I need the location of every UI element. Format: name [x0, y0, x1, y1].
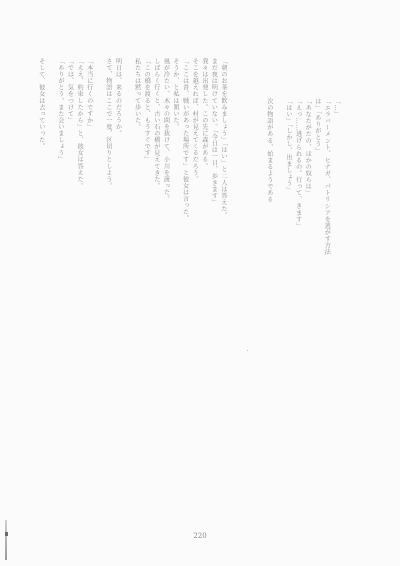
left-column-line — [46, 58, 56, 478]
left-column-line: 私たちは黙って歩いた。 — [133, 58, 141, 131]
right-column-line: 「…」 — [333, 98, 340, 118]
left-column-line: そうか、と私は頷いた。 — [172, 58, 180, 131]
left-column-line: さて、物語はここで一度、区切りとしよう。 — [104, 58, 112, 189]
right-column-line: は」「ありがとう」 — [313, 98, 321, 154]
page-number: 220 — [193, 532, 207, 540]
left-column-line — [122, 58, 132, 478]
right-column-line: 「はい」「しかし、出ましょう」 — [285, 98, 293, 194]
left-column-line: 「この橋を渡ると、もうすぐです」 — [143, 58, 151, 163]
right-column-line: 「エラバーメント、ヒナガ、パトリシアを逃がす方法 — [323, 98, 331, 256]
left-column-line — [94, 58, 104, 478]
left-column-line: 風が冷たい。木々の間を抜けて、小川を渡った。 — [162, 58, 170, 203]
left-column-line: 我々は出発した。この先に森がある。 — [200, 58, 208, 170]
left-column-line: しばらく行くと、古い石の橋が見えてきた。 — [152, 58, 160, 189]
right-column-line — [274, 98, 284, 438]
right-column-line: 「えっ……逃げられるの。行って、きます」 — [294, 98, 302, 229]
left-column-line: 「本当に行くのですか」 — [85, 58, 93, 131]
left-column-line: そこを越えれば、村が見えてくるだろう。 — [191, 58, 199, 183]
binding-edge-mark — [5, 520, 7, 560]
left-column-line: 「ええ、約束したから」と、彼女は答えた。 — [76, 58, 84, 189]
left-column-line: まだ夜は明けていない。「今日は一日、歩きます」 — [210, 58, 218, 206]
right-column-line: 「あなたがたの、ほかの奴らは」 — [304, 98, 312, 197]
page-speck — [247, 350, 248, 351]
left-column-line: 「ありがとう。また会いましょう」 — [56, 58, 64, 163]
left-column-line: 明日は、来るのだろうか。 — [114, 58, 122, 137]
left-text-column — [36, 58, 228, 478]
right-text-column — [264, 98, 341, 438]
left-column-line: 「では、気をつけて」 — [66, 58, 74, 124]
left-column-line: 「朝のお茶を飲みましょう」「はい」と二人は答えた。 — [220, 58, 227, 219]
left-column-line: 「ここは昔、戦いがあった場所です」と彼女は言った。 — [181, 58, 189, 222]
right-column-line: 次の物語がある、始まるようである — [265, 98, 273, 203]
left-column-line: そして、彼女は去っていった。 — [37, 58, 45, 150]
